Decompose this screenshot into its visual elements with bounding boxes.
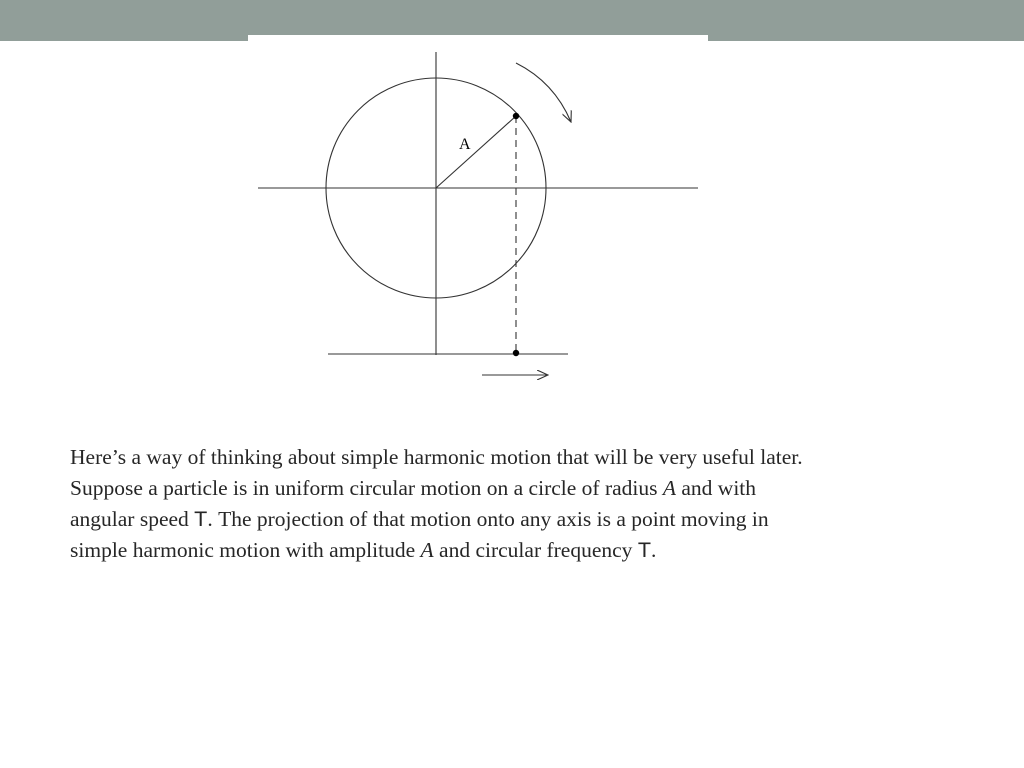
caption-text: .	[650, 538, 657, 562]
angular-speed-symbol: Τ	[194, 507, 208, 531]
explanation-text	[70, 442, 970, 566]
circular-motion-diagram	[248, 35, 708, 405]
caption-text: simple harmonic motion with amplitude	[70, 538, 421, 562]
caption-text: and with	[676, 476, 757, 500]
radius-line	[436, 116, 516, 188]
caption-text: . The projection of that motion onto any axis is a point moving in	[207, 507, 769, 531]
frequency-symbol: Τ	[637, 538, 651, 562]
variable-a: A	[420, 538, 434, 562]
caption-line	[70, 442, 970, 473]
caption-line	[70, 504, 970, 535]
caption-text: angular speed	[70, 507, 195, 531]
radius-label: A	[459, 136, 471, 153]
caption-text: Here’s a way of thinking about simple harmonic motion that will be very useful later.	[70, 445, 803, 469]
caption-text: and circular frequency	[433, 538, 638, 562]
variable-a: A	[662, 476, 677, 500]
caption-line	[70, 473, 970, 504]
caption-text: Suppose a particle is in uniform circular motion on a circle of radius	[70, 476, 663, 500]
caption-line	[70, 535, 970, 566]
diagram-panel	[248, 35, 708, 405]
projected-point-dot	[513, 350, 519, 356]
rotation-arrow	[516, 63, 571, 122]
particle-dot	[513, 113, 519, 119]
